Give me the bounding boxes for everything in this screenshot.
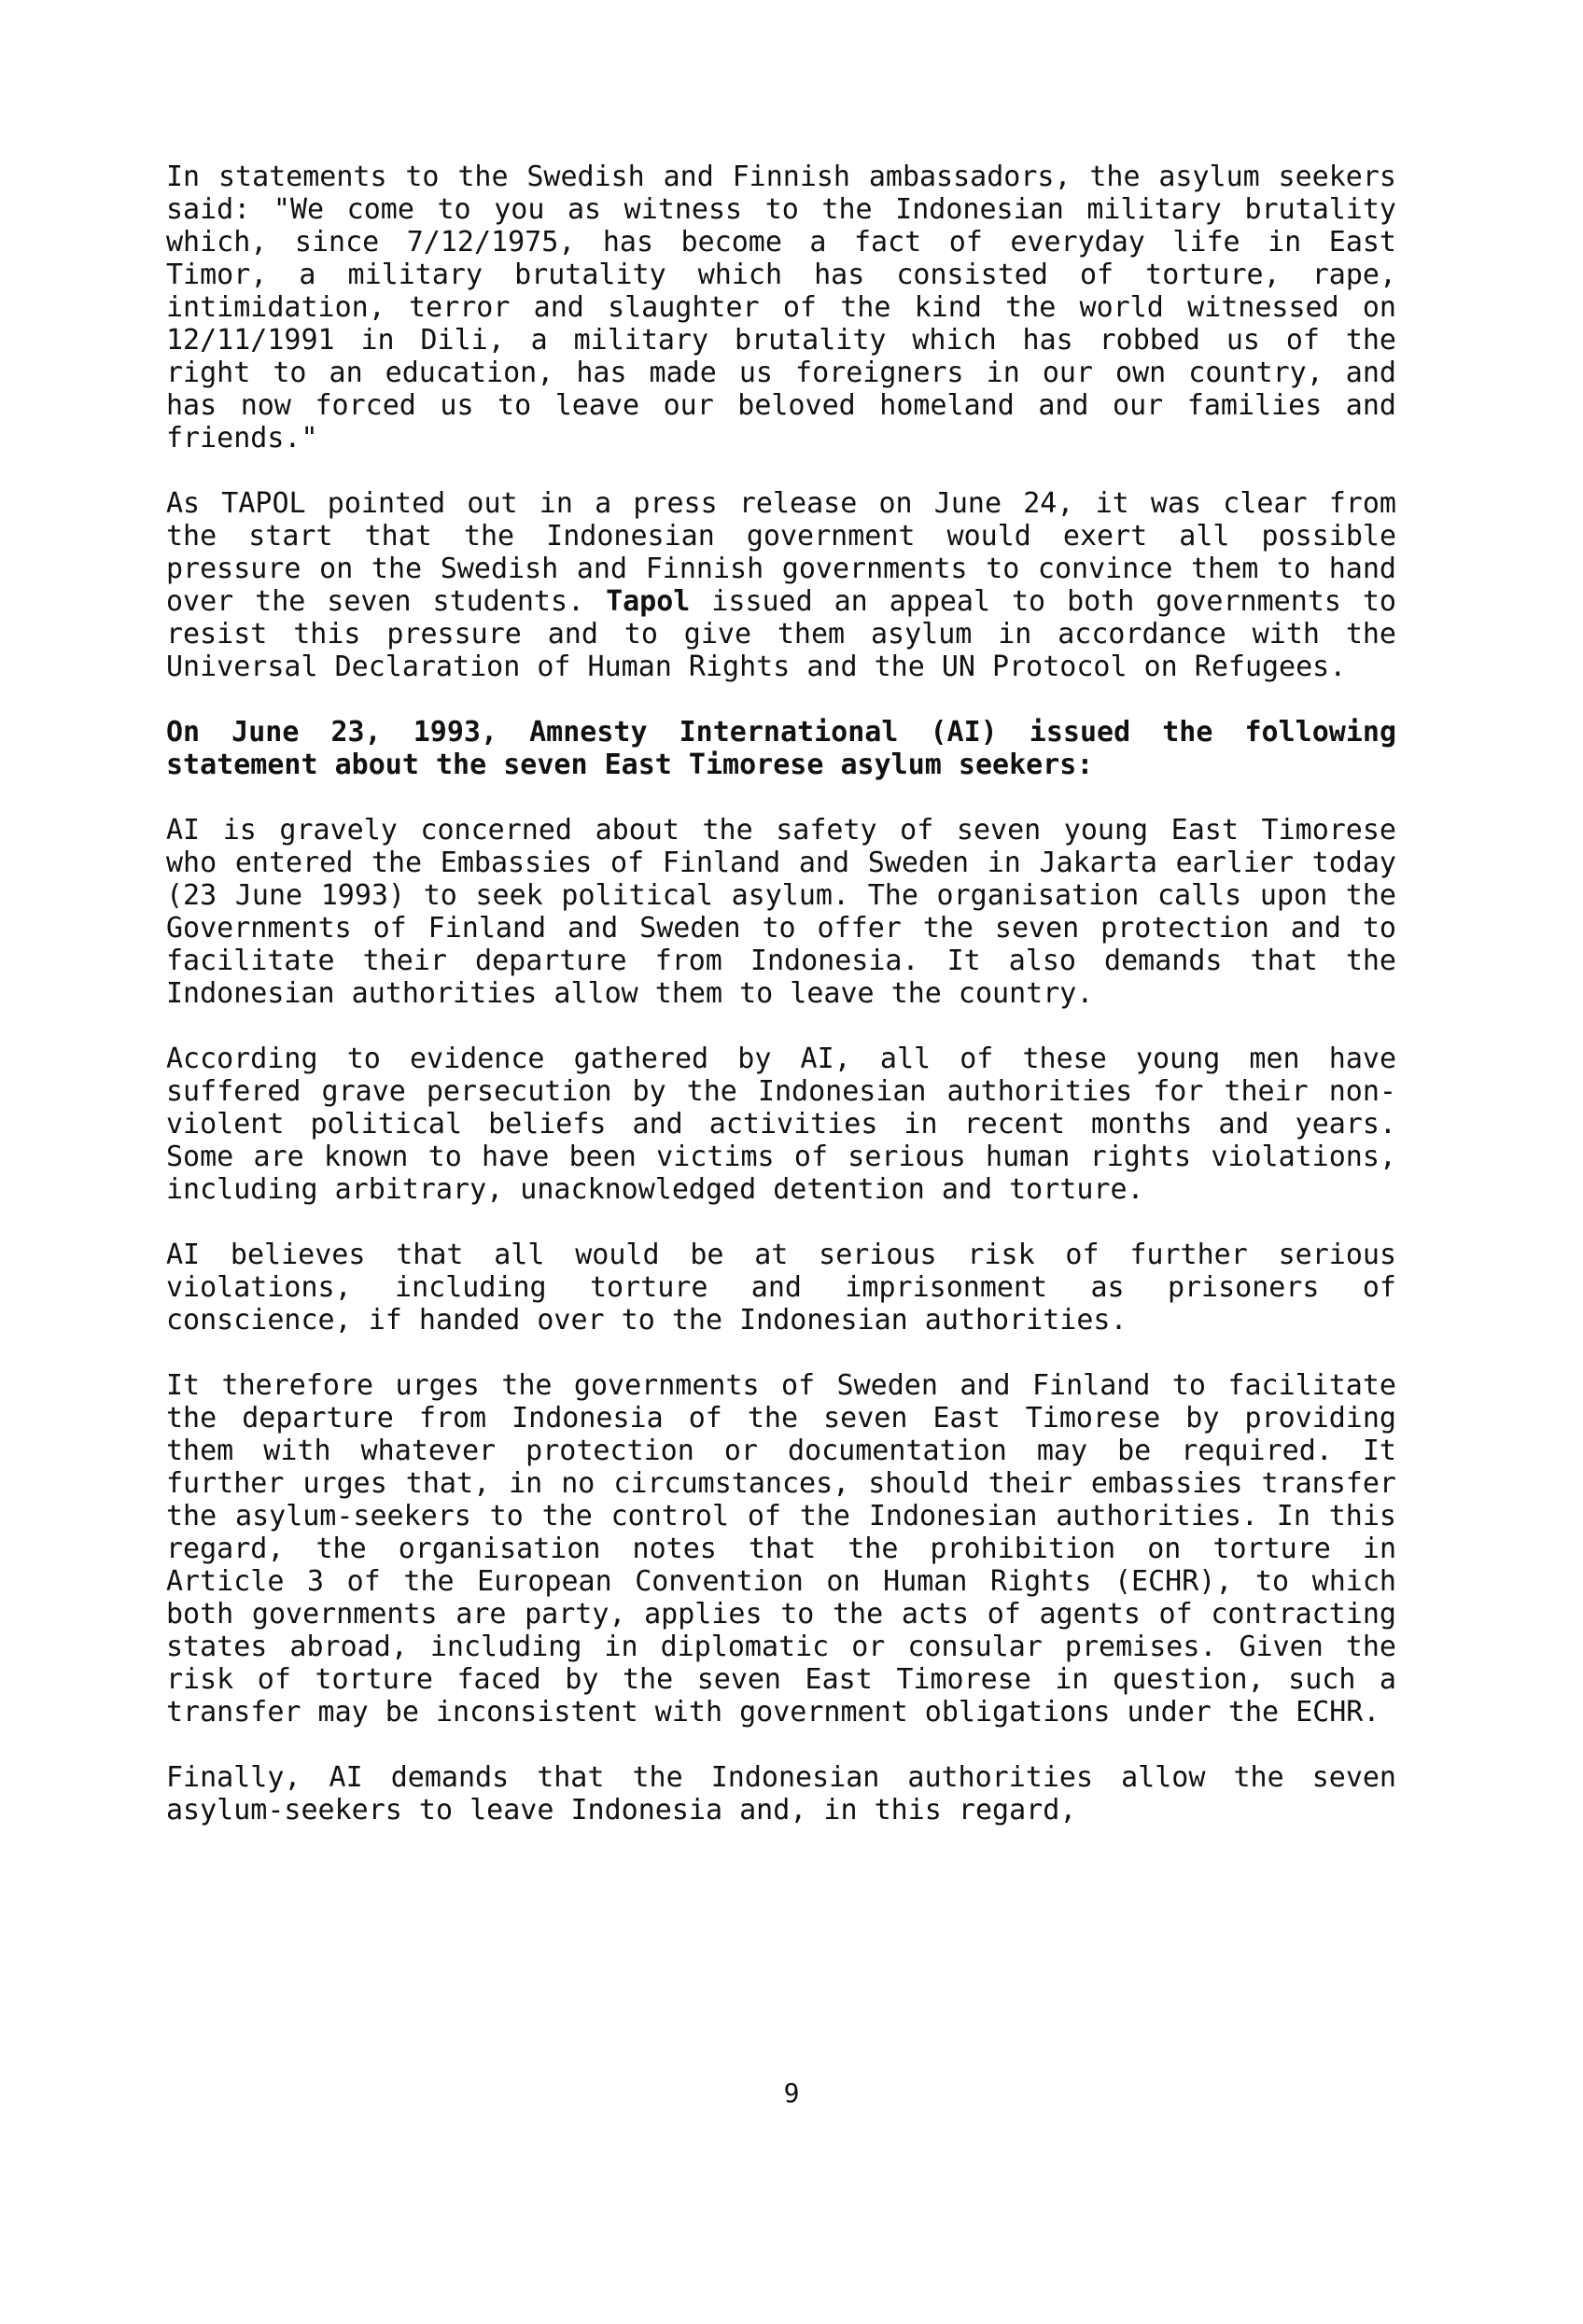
amnesty-statement-heading: On June 23, 1993, Amnesty International (AI) issued the following statement about the seven East Timorese asylum seekers: (166, 716, 1396, 781)
tapol-bold-name: Tapol (606, 585, 691, 618)
paragraph-ai-demands: Finally, AI demands that the Indonesian authorities allow the seven asylum-seekers to leave Indonesia and, in this regard, (166, 1761, 1396, 1827)
paragraph-tapol-press-release (166, 487, 1396, 683)
page-number: 9 (783, 2078, 800, 2108)
paragraph-ai-urges: It therefore urges the governments of Sweden and Finland to facilitate the departure from Indonesia of the seven East Timorese by providing them with whatever protection or documentation may be required. It further urges that, in no circumstances, should their embassies transfer the asylum-seekers to the control of the Indonesian authorities. In this regard, the organisation notes that the prohibition on torture in Article 3 of the European Convention on Human Rights (ECHR), to which both governments are party, applies to the acts of agents of contracting states abroad, including in diplomatic or consular premises. Given the risk of torture faced by the seven East Timorese in question, such a transfer may be inconsistent with government obligations under the ECHR. (166, 1369, 1396, 1729)
paragraph-tapol-text-end: issued an appeal to both governments to resist this pressure and to give them asylum in accordance with the Universal Declaration of Human Rights and the UN Protocol on Refugees. (166, 585, 1396, 683)
paragraph-ai-evidence: According to evidence gathered by AI, all of these young men have suffered grave persecution by the Indonesian authorities for their non-violent political beliefs and activities in recent months and years. Some are known to have been victims of serious human rights violations, including arbitrary, unacknowledged detention and torture. (166, 1043, 1396, 1206)
paragraph-ambassador-statements: In statements to the Swedish and Finnish ambassadors, the asylum seekers said: "We come to you as witness to the Indonesian military brutality which, since 7/12/1975, has become a fact of everyday life in East Timor, a military brutality which has consisted of torture, rape, intimidation, terror and slaughter of the kind the world witnessed on 12/11/1991 in Dili, a military brutality which has robbed us of the right to an education, has made us foreigners in our own country, and has now forced us to leave our beloved homeland and our families and friends." (166, 161, 1396, 455)
document-body (166, 161, 1396, 1859)
paragraph-ai-risk: AI believes that all would be at serious risk of further serious violations, including torture and imprisonment as prisoners of conscience, if handed over to the Indonesian authorities. (166, 1239, 1396, 1337)
paragraph-tapol-text-start: As TAPOL pointed out in a press release on June 24, it was clear from the start that the Indonesian government would exert all possible pressure on the Swedish and Finnish governments to convince them to hand over the seven students. (166, 487, 1396, 618)
paragraph-ai-concern: AI is gravely concerned about the safety of seven young East Timorese who entered the Embassies of Finland and Sweden in Jakarta earlier today (23 June 1993) to seek political asylum. The organisation calls upon the Governments of Finland and Sweden to offer the seven protection and to facilitate their departure from Indonesia. It also demands that the Indonesian authorities allow them to leave the country. (166, 814, 1396, 1010)
